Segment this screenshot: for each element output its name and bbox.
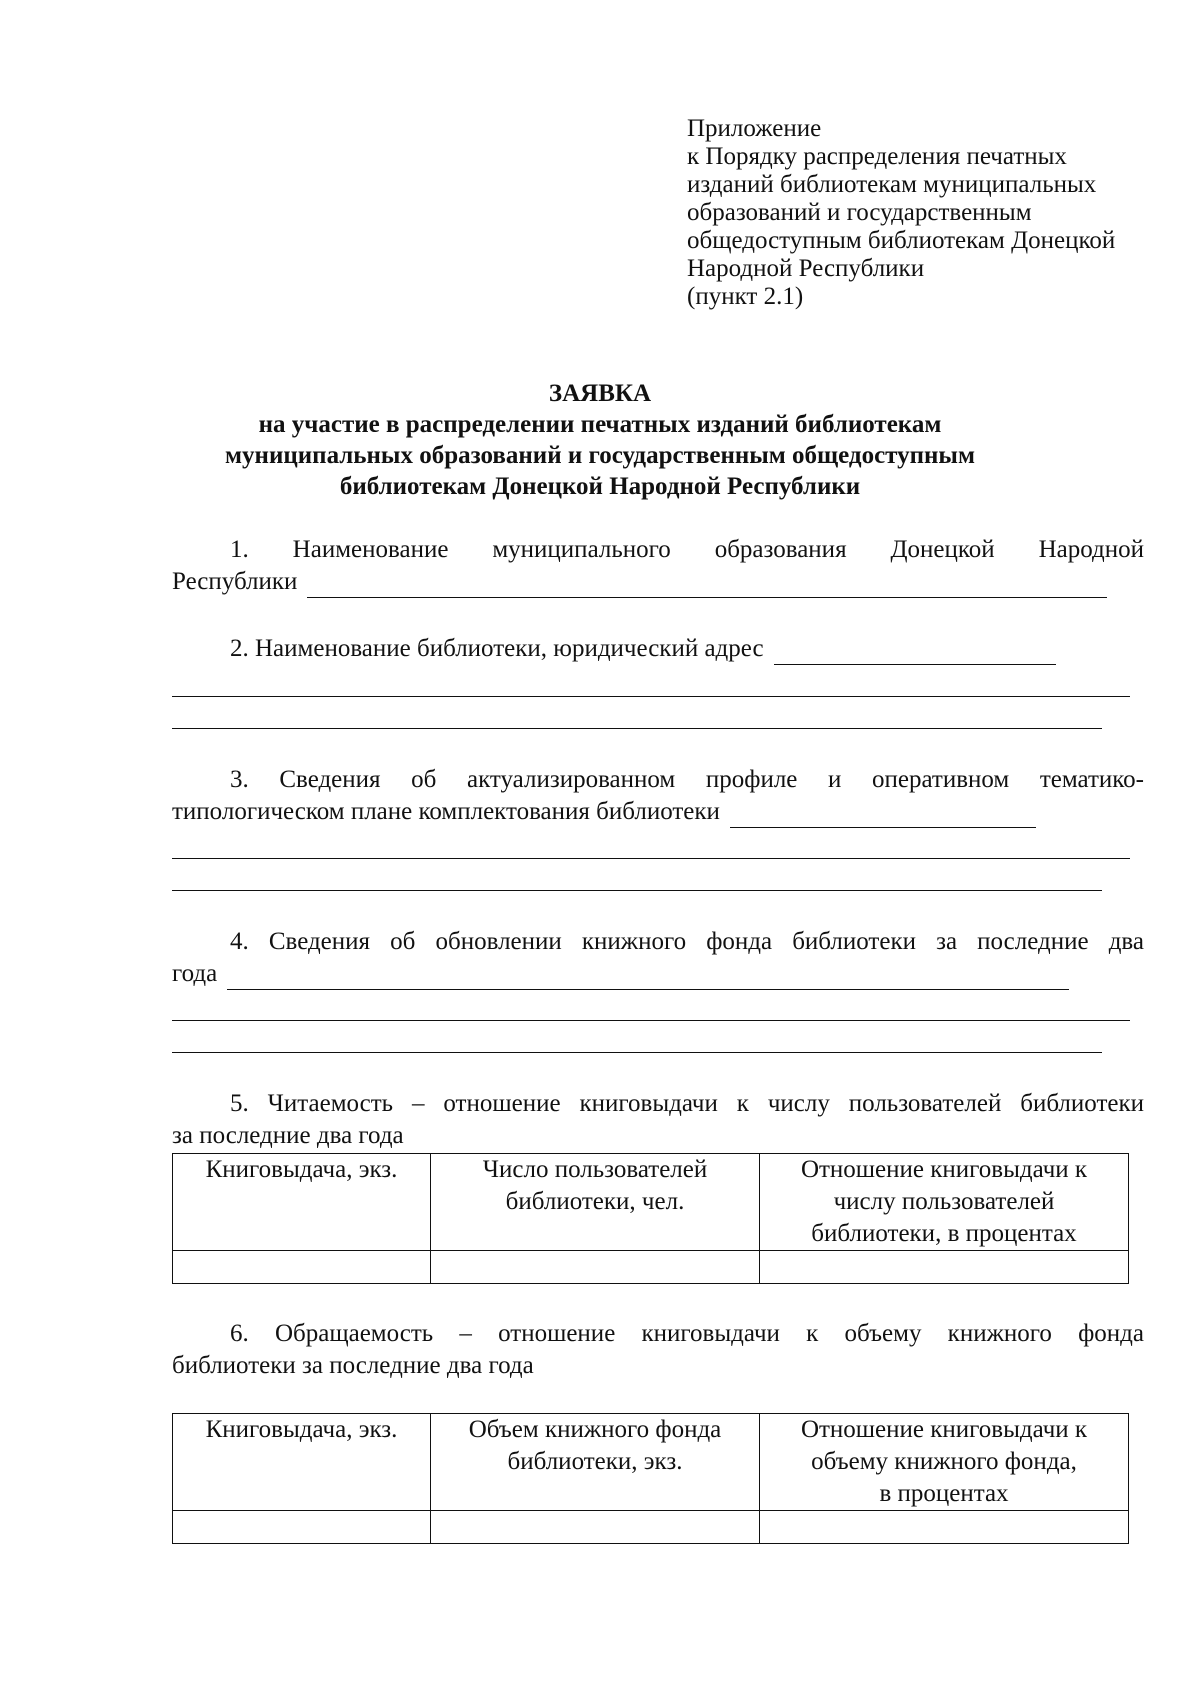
table-header-cell: Книговыдача, экз. <box>173 1154 431 1251</box>
table-input-cell[interactable] <box>173 1511 431 1544</box>
item-4-line2: года <box>172 960 218 987</box>
table-circulation <box>172 1413 1129 1544</box>
table-row <box>173 1511 1129 1544</box>
item-5-line1: 5. Читаемость – отношение книговыдачи к числу пользователей библиотеки <box>230 1090 1144 1117</box>
item-4-blank-field[interactable] <box>227 965 1069 990</box>
table-input-cell[interactable] <box>173 1251 431 1284</box>
table-input-cell[interactable] <box>760 1511 1129 1544</box>
item-1-blank-field[interactable] <box>307 573 1107 598</box>
item-5 <box>172 1088 1144 1152</box>
table-header-row <box>173 1154 1129 1251</box>
appendix-line: общедоступным библиотекам Донецкой <box>687 227 1116 254</box>
item-4 <box>172 926 1144 990</box>
appendix-line: Приложение <box>687 115 822 142</box>
table-header-row <box>173 1414 1129 1511</box>
item-3-line1: 3. Сведения об актуализированном профиле и оперативном тематико- <box>230 766 1144 793</box>
item-1-line1: 1. Наименование муниципального образования Донецкой Народной <box>230 536 1144 563</box>
item-1 <box>172 534 1144 598</box>
appendix-line: образований и государственным <box>687 199 1032 226</box>
item-3-line2: типологическом плане комплектования библиотеки <box>172 798 720 825</box>
item-3-blank-line[interactable] <box>172 858 1130 859</box>
table-input-cell[interactable] <box>431 1511 760 1544</box>
document-title <box>0 378 1200 502</box>
item-2-blank-field[interactable] <box>774 640 1056 665</box>
appendix-line: Народной Республики <box>687 255 925 282</box>
table-input-cell[interactable] <box>760 1251 1129 1284</box>
item-5-line2: за последние два года <box>172 1122 404 1149</box>
title-subtitle-line: на участие в распределении печатных изданий библиотекам <box>258 411 942 438</box>
table-header-cell: Книговыдача, экз. <box>173 1414 431 1511</box>
item-2-line1: 2. Наименование библиотеки, юридический адрес <box>230 635 764 662</box>
appendix-line: к Порядку распределения печатных <box>687 143 1067 170</box>
item-4-line1: 4. Сведения об обновлении книжного фонда библиотеки за последние два <box>230 928 1144 955</box>
table-input-cell[interactable] <box>431 1251 760 1284</box>
item-3 <box>172 764 1144 828</box>
title-subtitle-line: муниципальных образований и государственным общедоступным <box>225 442 975 469</box>
item-2-blank-line[interactable] <box>172 728 1102 729</box>
title-heading: ЗАЯВКА <box>548 380 652 407</box>
table-header-cell: Число пользователей библиотеки, чел. <box>431 1154 760 1251</box>
item-2 <box>172 633 1144 665</box>
item-6-line1: 6. Обращаемость – отношение книговыдачи к объему книжного фонда <box>230 1320 1144 1347</box>
appendix-note <box>687 115 1157 311</box>
table-header-cell: Отношение книговыдачи к объему книжного фонда, в процентах <box>760 1414 1129 1511</box>
item-2-blank-line[interactable] <box>172 696 1130 697</box>
item-6-line2: библиотеки за последние два года <box>172 1352 534 1379</box>
item-6 <box>172 1318 1144 1382</box>
item-4-blank-line[interactable] <box>172 1052 1102 1053</box>
table-header-cell: Отношение книговыдачи к числу пользователей библиотеки, в процентах <box>760 1154 1129 1251</box>
item-1-line2: Республики <box>172 568 298 595</box>
table-readership <box>172 1153 1129 1284</box>
item-3-blank-line[interactable] <box>172 890 1102 891</box>
title-subtitle-line: библиотекам Донецкой Народной Республики <box>339 473 861 500</box>
table-row <box>173 1251 1129 1284</box>
item-4-blank-line[interactable] <box>172 1020 1130 1021</box>
item-3-blank-field[interactable] <box>730 803 1036 828</box>
appendix-line: изданий библиотекам муниципальных <box>687 171 1097 198</box>
appendix-line: (пункт 2.1) <box>687 283 804 310</box>
table-header-cell: Объем книжного фонда библиотеки, экз. <box>431 1414 760 1511</box>
